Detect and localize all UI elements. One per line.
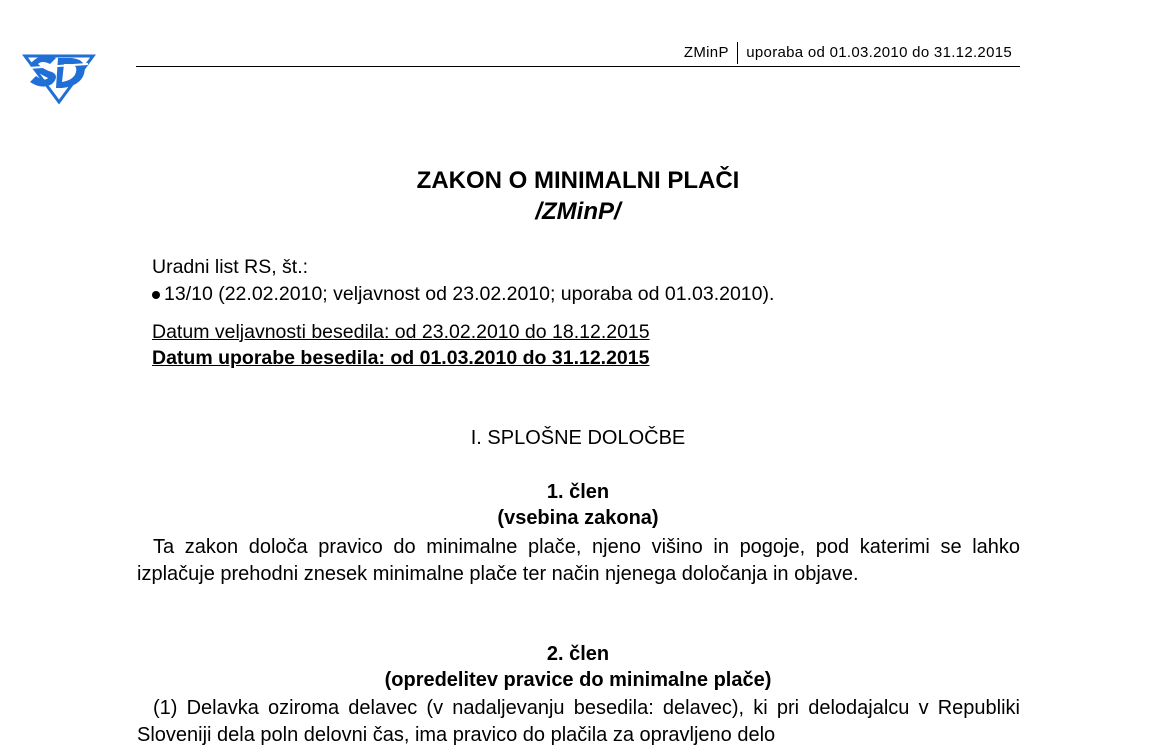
usage-date: Datum uporabe besedila: od 01.03.2010 do 31.12.2015 <box>152 347 650 369</box>
page-header <box>136 40 1020 67</box>
article-subtitle: (opredelitev pravice do minimalne plače) <box>384 669 772 691</box>
article-number: 2. člen <box>546 643 610 665</box>
document-title: ZAKON O MINIMALNI PLAČI <box>416 167 740 194</box>
header-abbreviation: ZMinP <box>683 44 729 61</box>
gazette-entry-text: 13/10 (22.02.2010; veljavnost od 23.02.2010; uporaba od 01.03.2010). <box>164 283 775 305</box>
header-usage-period: uporaba od 01.03.2010 do 31.12.2015 <box>746 44 1012 61</box>
article-subtitle: (vsebina zakona) <box>497 507 659 529</box>
gazette-entry <box>152 283 774 306</box>
SD-logo-icon <box>22 46 96 104</box>
article-number: 1. člen <box>546 481 610 503</box>
article-text: (1) Delavka oziroma delavec (v nadaljevanju besedila: delavec), ki pri delodajalcu v Republiki Sloveniji dela poln delovni čas, ima pravico do plačila za opravljeno delo <box>137 697 1020 746</box>
header-separator <box>737 42 739 64</box>
validity-date: Datum veljavnosti besedila: od 23.02.2010 do 18.12.2015 <box>152 321 650 343</box>
header-info <box>684 44 1012 64</box>
section-title: I. SPLOŠNE DOLOČBE <box>470 427 686 449</box>
gazette-label: Uradni list RS, št.: <box>152 256 309 278</box>
article-text: Ta zakon določa pravico do minimalne plače, njeno višino in pogoje, pod katerimi se lahko izplačuje prehodni znesek minimalne plače ter način njenega določanja in objave. <box>137 536 1020 585</box>
document-abbreviation: /ZMinP/ <box>535 198 621 225</box>
bullet-icon <box>152 291 160 299</box>
